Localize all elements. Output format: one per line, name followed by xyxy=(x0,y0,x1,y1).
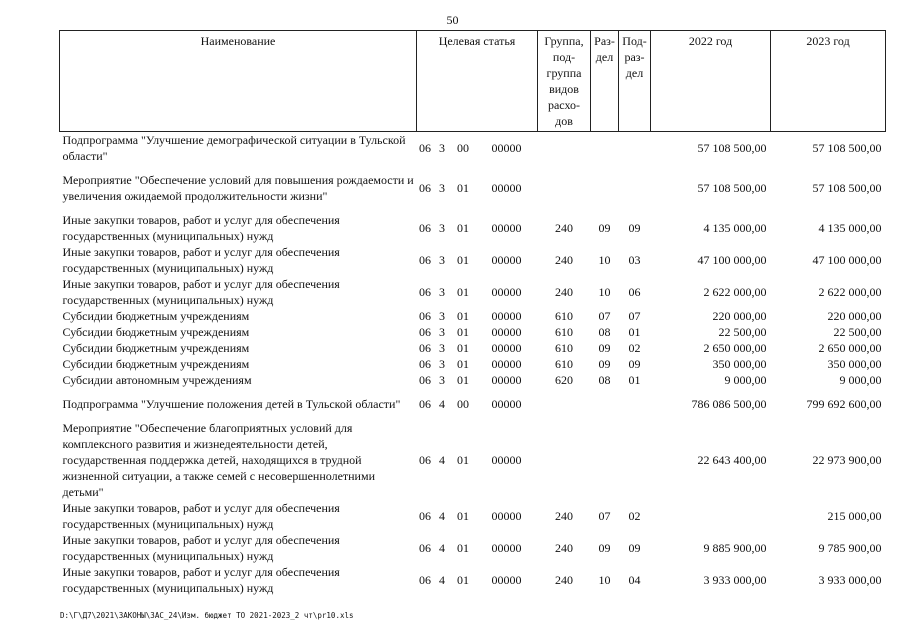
razdel: 07 xyxy=(598,309,611,323)
expense-group xyxy=(538,388,591,420)
expense-group xyxy=(538,164,591,212)
code-part-4: 00000 xyxy=(491,221,522,235)
podrazdel: 04 xyxy=(628,573,641,587)
code-part-1: 06 xyxy=(419,341,431,355)
table-row xyxy=(60,420,886,500)
header-2023: 2023 год xyxy=(771,31,886,132)
razdel: 10 xyxy=(598,285,611,299)
amount-2022: 2 650 000,00 xyxy=(703,341,767,355)
code-part-1: 06 xyxy=(419,357,431,371)
podrazdel xyxy=(619,420,651,500)
code-part-2: 4 xyxy=(439,541,445,555)
razdel: 10 xyxy=(598,573,611,587)
row-name: Субсидии бюджетным учреждениям xyxy=(62,309,250,323)
code-part-4: 00000 xyxy=(491,541,522,555)
code-part-1: 06 xyxy=(419,221,431,235)
razdel xyxy=(591,164,619,212)
amount-2023: 2 650 000,00 xyxy=(818,341,882,355)
expense-group: 240 xyxy=(555,509,574,523)
amount-2023: 4 135 000,00 xyxy=(818,221,882,235)
row-name: Мероприятие "Обеспечение условий для повышения рождаемости и увеличения ожидаемой продолжительности жизни" xyxy=(62,173,414,203)
razdel: 08 xyxy=(598,325,611,339)
amount-2023: 22 500,00 xyxy=(833,325,882,339)
razdel: 09 xyxy=(598,221,611,235)
table-row xyxy=(60,340,886,356)
razdel: 09 xyxy=(598,357,611,371)
code-part-3: 01 xyxy=(457,221,469,235)
table-row xyxy=(60,500,886,532)
code-part-3: 01 xyxy=(457,541,469,555)
row-name: Иные закупки товаров, работ и услуг для обеспечения государственных (муниципальных) нужд xyxy=(62,245,340,275)
podrazdel: 01 xyxy=(628,325,641,339)
code-part-4: 00000 xyxy=(491,453,522,467)
code-part-4: 00000 xyxy=(491,357,522,371)
code-part-2: 3 xyxy=(439,285,445,299)
row-name: Субсидии бюджетным учреждениям xyxy=(62,341,250,355)
expense-group: 610 xyxy=(555,309,574,323)
podrazdel: 02 xyxy=(628,341,641,355)
amount-2022: 4 135 000,00 xyxy=(703,221,767,235)
page-number: 50 xyxy=(446,13,459,27)
header-razdel: Раз-дел xyxy=(591,31,619,132)
razdel xyxy=(591,388,619,420)
podrazdel xyxy=(619,132,651,165)
podrazdel: 01 xyxy=(628,373,641,387)
code-part-1: 06 xyxy=(419,397,431,411)
code-part-2: 3 xyxy=(439,309,445,323)
code-part-4: 00000 xyxy=(491,509,522,523)
expense-group xyxy=(538,132,591,165)
row-name: Подпрограмма "Улучшение положения детей в Тульской области" xyxy=(62,397,401,411)
row-name: Подпрограмма "Улучшение демографической ситуации в Тульской области" xyxy=(62,133,406,163)
code-part-3: 01 xyxy=(457,453,469,467)
code-part-2: 4 xyxy=(439,573,445,587)
amount-2022: 9 000,00 xyxy=(724,373,767,387)
code-part-3: 01 xyxy=(457,357,469,371)
code-part-2: 4 xyxy=(439,397,445,411)
row-name: Иные закупки товаров, работ и услуг для обеспечения государственных (муниципальных) нужд xyxy=(62,533,340,563)
table-row xyxy=(60,564,886,596)
podrazdel xyxy=(619,164,651,212)
table-row xyxy=(60,212,886,244)
podrazdel: 09 xyxy=(628,541,641,555)
code-part-2: 3 xyxy=(439,357,445,371)
table-row xyxy=(60,388,886,420)
code-part-3: 01 xyxy=(457,509,469,523)
amount-2022 xyxy=(651,500,771,532)
code-part-2: 4 xyxy=(439,453,445,467)
row-name: Мероприятие "Обеспечение благоприятных условий для комплексного развития и жизнедеятельности детей, государственная поддержка детей, находящихся в трудной жизненной ситуации, а также семей с несовершеннолетними детьми" xyxy=(62,421,375,499)
amount-2023: 799 692 600,00 xyxy=(806,397,882,411)
header-podrazdel: Под-раз-дел xyxy=(619,31,651,132)
amount-2022: 2 622 000,00 xyxy=(703,285,767,299)
table-row xyxy=(60,244,886,276)
code-part-1: 06 xyxy=(419,509,431,523)
code-part-1: 06 xyxy=(419,453,431,467)
podrazdel: 09 xyxy=(628,357,641,371)
header-name: Наименование xyxy=(60,31,417,132)
code-part-2: 4 xyxy=(439,509,445,523)
table-row xyxy=(60,532,886,564)
razdel: 09 xyxy=(598,541,611,555)
amount-2022: 57 108 500,00 xyxy=(697,141,767,155)
razdel: 07 xyxy=(598,509,611,523)
code-part-2: 3 xyxy=(439,141,445,155)
amount-2022: 3 933 000,00 xyxy=(703,573,767,587)
code-part-3: 01 xyxy=(457,181,469,195)
razdel: 10 xyxy=(598,253,611,267)
amount-2023: 47 100 000,00 xyxy=(812,253,882,267)
podrazdel: 03 xyxy=(628,253,641,267)
budget-table xyxy=(59,30,886,596)
expense-group: 240 xyxy=(555,573,574,587)
row-name: Субсидии автономным учреждениям xyxy=(62,373,252,387)
code-part-1: 06 xyxy=(419,541,431,555)
amount-2022: 220 000,00 xyxy=(712,309,767,323)
table-row xyxy=(60,324,886,340)
code-part-1: 06 xyxy=(419,325,431,339)
expense-group: 610 xyxy=(555,325,574,339)
amount-2022: 47 100 000,00 xyxy=(697,253,767,267)
code-part-4: 00000 xyxy=(491,573,522,587)
razdel xyxy=(591,132,619,165)
razdel: 09 xyxy=(598,341,611,355)
code-part-1: 06 xyxy=(419,373,431,387)
amount-2023: 9 000,00 xyxy=(839,373,882,387)
razdel xyxy=(591,420,619,500)
table-row xyxy=(60,132,886,165)
expense-group: 240 xyxy=(555,541,574,555)
row-name: Субсидии бюджетным учреждениям xyxy=(62,357,250,371)
code-part-2: 3 xyxy=(439,221,445,235)
code-part-1: 06 xyxy=(419,309,431,323)
amount-2022: 22 643 400,00 xyxy=(697,453,767,467)
table-row xyxy=(60,308,886,324)
amount-2023: 350 000,00 xyxy=(827,357,882,371)
row-name: Иные закупки товаров, работ и услуг для обеспечения государственных (муниципальных) нужд xyxy=(62,501,340,531)
code-part-3: 01 xyxy=(457,285,469,299)
row-name: Иные закупки товаров, работ и услуг для обеспечения государственных (муниципальных) нужд xyxy=(62,213,340,243)
code-part-3: 01 xyxy=(457,573,469,587)
code-part-4: 00000 xyxy=(491,285,522,299)
table-row xyxy=(60,164,886,212)
expense-group: 610 xyxy=(555,357,574,371)
code-part-3: 00 xyxy=(457,141,469,155)
code-part-4: 00000 xyxy=(491,253,522,267)
code-part-3: 01 xyxy=(457,253,469,267)
header-group: Группа, под-группа видов расхо-дов xyxy=(538,31,591,132)
amount-2023: 57 108 500,00 xyxy=(812,141,882,155)
code-part-1: 06 xyxy=(419,141,431,155)
table-row xyxy=(60,356,886,372)
code-part-2: 3 xyxy=(439,181,445,195)
table-body xyxy=(60,132,886,597)
code-part-4: 00000 xyxy=(491,341,522,355)
amount-2023: 215 000,00 xyxy=(827,509,882,523)
code-part-1: 06 xyxy=(419,181,431,195)
razdel: 08 xyxy=(598,373,611,387)
code-part-1: 06 xyxy=(419,285,431,299)
code-part-4: 00000 xyxy=(491,325,522,339)
code-part-3: 01 xyxy=(457,373,469,387)
code-part-1: 06 xyxy=(419,573,431,587)
code-part-3: 00 xyxy=(457,397,469,411)
amount-2023: 9 785 900,00 xyxy=(818,541,882,555)
amount-2023: 220 000,00 xyxy=(827,309,882,323)
amount-2022: 350 000,00 xyxy=(712,357,767,371)
podrazdel: 07 xyxy=(628,309,641,323)
header-target: Целевая статья xyxy=(417,31,538,132)
expense-group: 240 xyxy=(555,253,574,267)
code-part-3: 01 xyxy=(457,309,469,323)
podrazdel xyxy=(619,388,651,420)
code-part-4: 00000 xyxy=(491,397,522,411)
header-2022: 2022 год xyxy=(651,31,771,132)
amount-2022: 9 885 900,00 xyxy=(703,541,767,555)
table-row xyxy=(60,276,886,308)
code-part-2: 3 xyxy=(439,373,445,387)
expense-group: 240 xyxy=(555,285,574,299)
expense-group: 620 xyxy=(555,373,574,387)
amount-2022: 786 086 500,00 xyxy=(691,397,767,411)
amount-2022: 57 108 500,00 xyxy=(697,181,767,195)
amount-2023: 57 108 500,00 xyxy=(812,181,882,195)
amount-2023: 3 933 000,00 xyxy=(818,573,882,587)
code-part-4: 00000 xyxy=(491,141,522,155)
podrazdel: 02 xyxy=(628,509,641,523)
expense-group: 240 xyxy=(555,221,574,235)
code-part-4: 00000 xyxy=(491,181,522,195)
podrazdel: 06 xyxy=(628,285,641,299)
table-header-row xyxy=(60,31,886,132)
code-part-3: 01 xyxy=(457,341,469,355)
expense-group xyxy=(538,420,591,500)
table-row xyxy=(60,372,886,388)
row-name: Иные закупки товаров, работ и услуг для обеспечения государственных (муниципальных) нужд xyxy=(62,277,340,307)
amount-2022: 22 500,00 xyxy=(718,325,767,339)
row-name: Иные закупки товаров, работ и услуг для обеспечения государственных (муниципальных) нужд xyxy=(62,565,340,595)
footer-file-path: D:\Г\Д7\2021\ЗАКОНЫ\ЗАС_24\Изм. бюджет ТО 2021-2023_2 чт\pr10.xls xyxy=(60,611,354,620)
code-part-2: 3 xyxy=(439,341,445,355)
podrazdel: 09 xyxy=(628,221,641,235)
amount-2023: 22 973 900,00 xyxy=(812,453,882,467)
expense-group: 610 xyxy=(555,341,574,355)
row-name: Субсидии бюджетным учреждениям xyxy=(62,325,250,339)
code-part-4: 00000 xyxy=(491,373,522,387)
code-part-1: 06 xyxy=(419,253,431,267)
amount-2023: 2 622 000,00 xyxy=(818,285,882,299)
code-part-4: 00000 xyxy=(491,309,522,323)
code-part-2: 3 xyxy=(439,253,445,267)
code-part-2: 3 xyxy=(439,325,445,339)
code-part-3: 01 xyxy=(457,325,469,339)
